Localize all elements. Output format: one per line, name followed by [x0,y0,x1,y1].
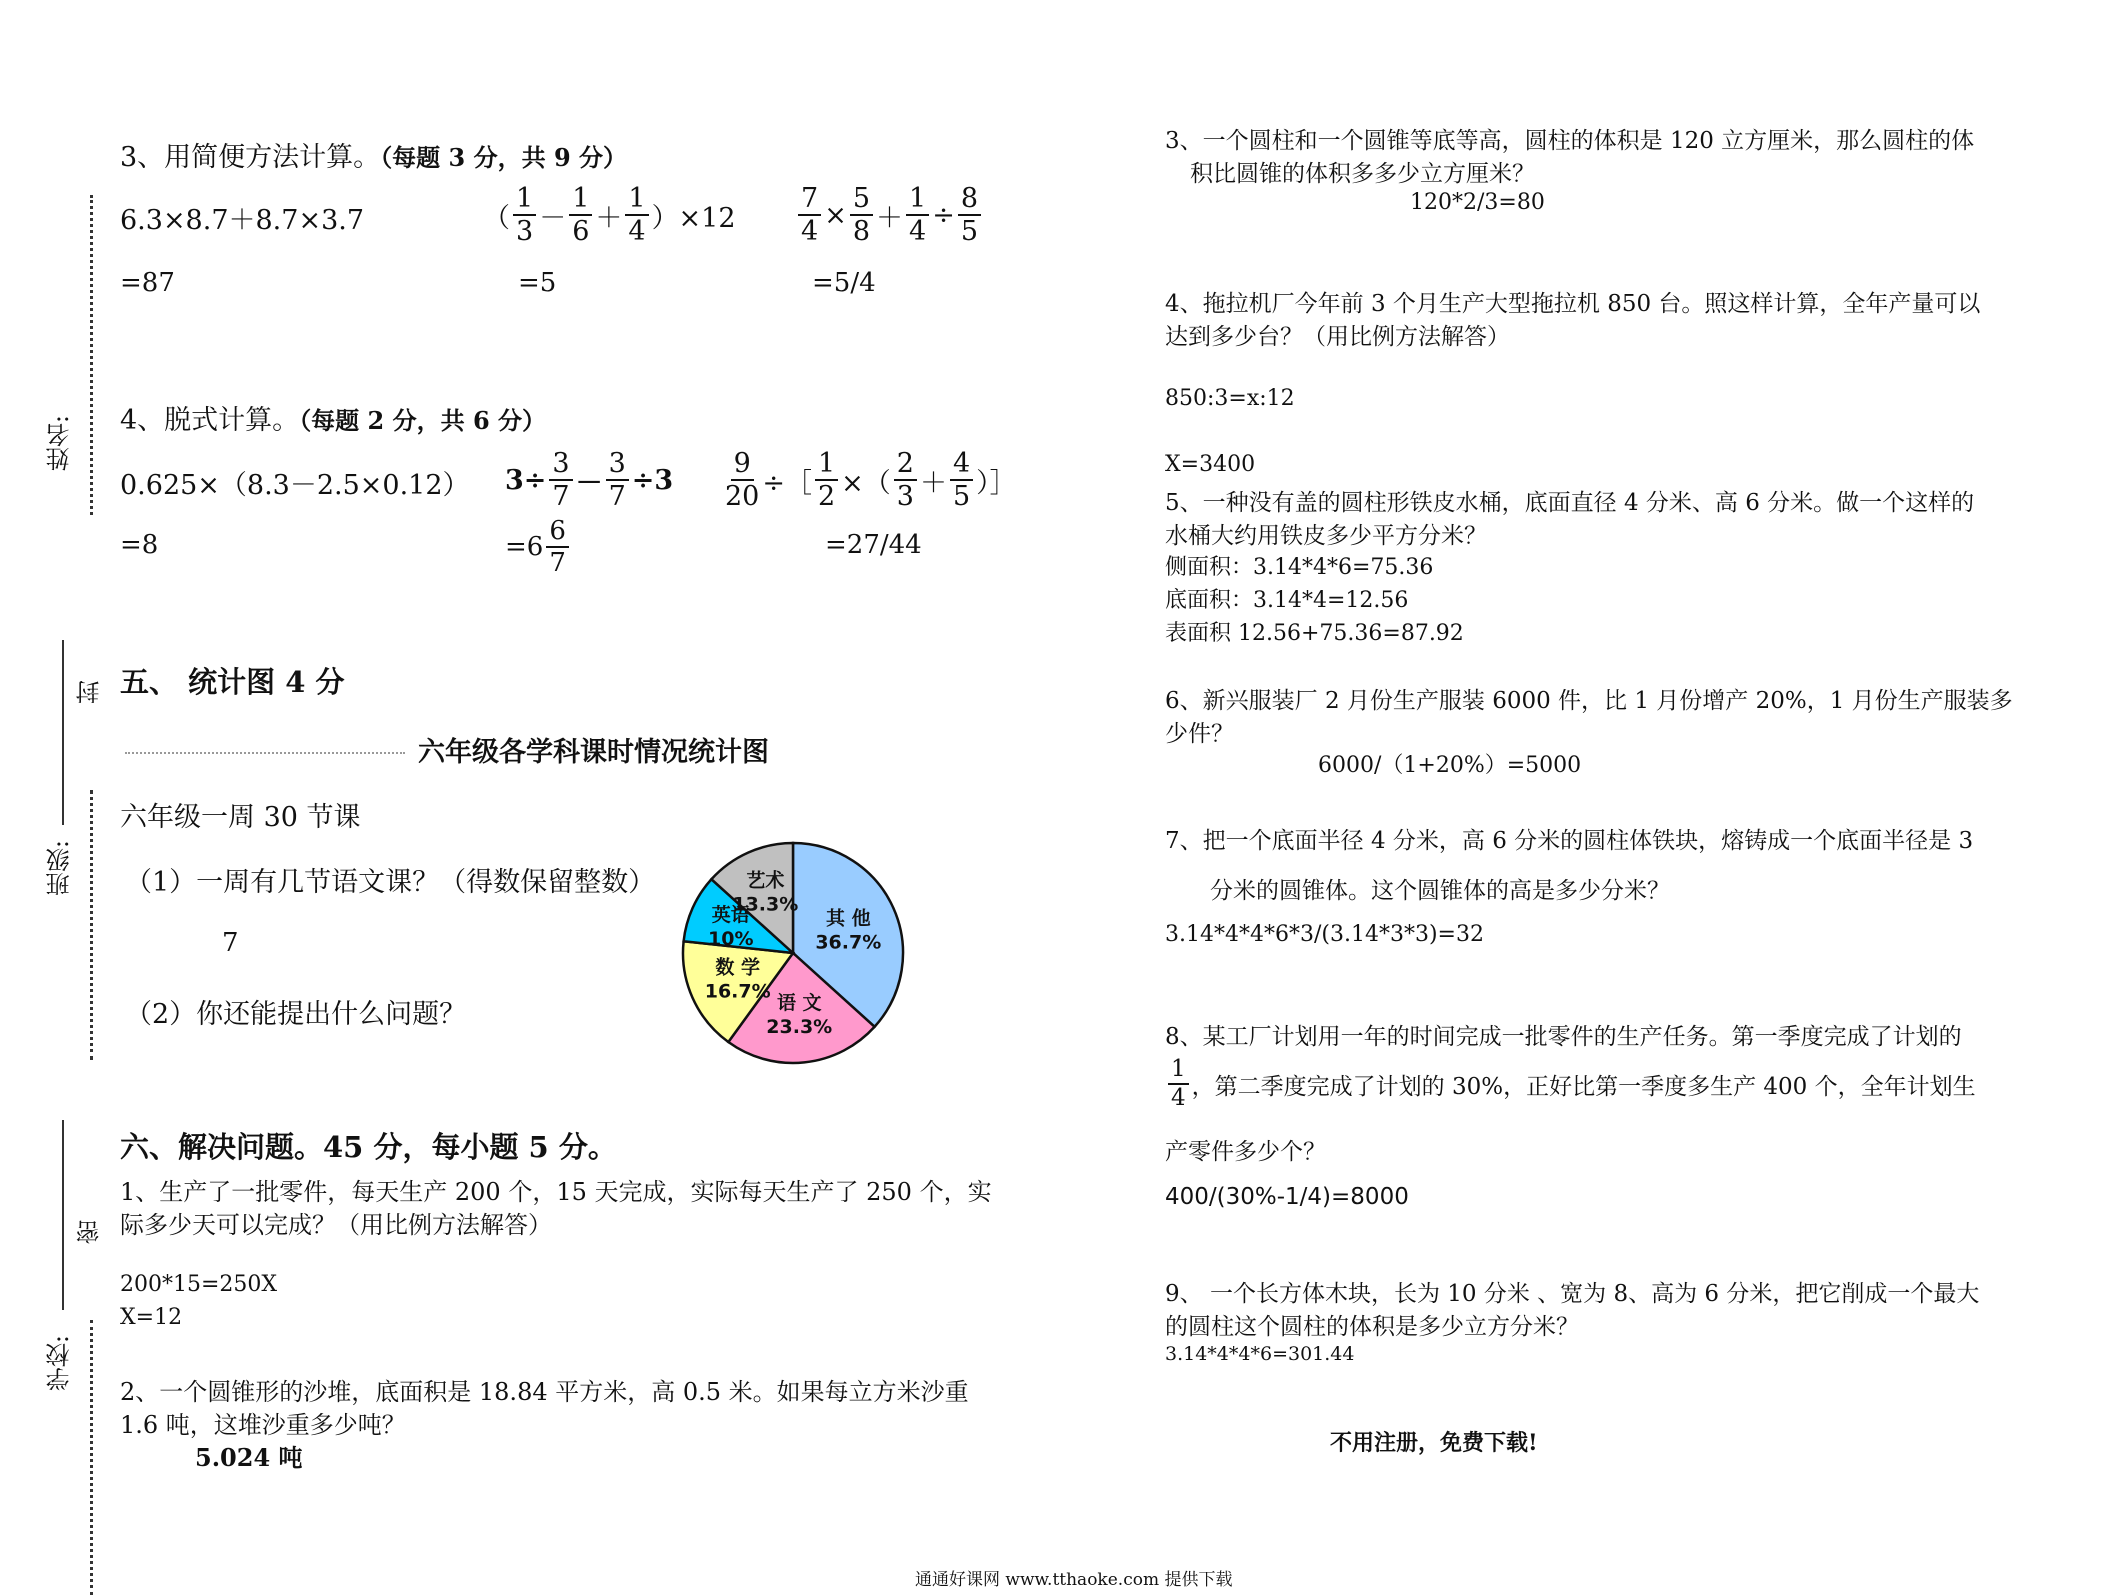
section-5-title: 五、 统计图 4 分 [120,665,345,699]
fraction: $\frac{3}{7}$ [549,450,572,510]
operator: ）］ [976,467,1017,499]
operator: ÷［ [762,467,812,499]
r-problem-6-line-2: 少件？ [1165,721,1234,747]
problem-1-line-2: 际多少天可以完成？（用比例方法解答） [120,1211,552,1239]
step-calc-3 [722,450,1017,510]
step-calc-2 [505,450,673,510]
pie-chart [670,835,920,1075]
problem-2-line-2: 1.6 吨，这堆沙重多少吨？ [120,1411,406,1439]
operator: ＋ [595,202,623,234]
section-3-heading [120,135,627,174]
fraction: $\frac{1}{3}$ [513,185,536,245]
answer-6: =27/44 [825,530,922,560]
chart-question-1: （1）一周有几节语文课？（得数保留整数） [125,867,656,898]
answer-whole: =6 [505,532,544,562]
operator: ）×12 [651,202,736,234]
r-problem-9-line-1: 9、 一个长方体木块，长为 10 分米 、宽为 8、高为 6 分米，把它削成一个最大 [1165,1281,1980,1307]
class-label: 班级: [46,840,74,897]
answer-2: =5 [518,268,557,298]
pie-value-英语: 10% [708,928,754,951]
pie-label-语文: 语 文 [776,992,822,1015]
r-problem-5-answer-2: 底面积：3.14*4=12.56 [1165,588,1409,613]
r-problem-3-line-2: 积比圆锥的体积多多少立方厘米？ [1190,161,1535,187]
dotted-rule [125,752,405,754]
operator: － [539,202,567,234]
answer-5 [505,518,572,576]
operator: ÷ [932,199,955,231]
operator: × [824,199,847,231]
answer-3: =5/4 [812,268,876,298]
secret-label: 密 [76,1220,104,1244]
r-problem-4-line-2: 达到多少台？（用比例方法解答） [1165,324,1510,350]
operator: － [575,467,603,499]
section-3-score: （每题 3 分，共 9 分） [380,143,628,172]
pie-value-其他: 36.7% [815,931,882,954]
calc-problem-1: 6.3×8.7＋8.7×3.7 [120,205,365,236]
school-label: 学校: [46,1335,74,1392]
r-problem-4-answer-2: X=3400 [1165,452,1256,477]
problem-2-line-1: 2、一个圆锥形的沙堆，底面积是 18.84 平方米，高 0.5 米。如果每立方米沙重 [120,1378,969,1406]
answer-4: =8 [120,530,159,560]
chart-question-2: （2）你还能提出什么问题？ [125,999,467,1030]
fraction: $\frac{4}{5}$ [950,450,973,510]
r-problem-4-line-1: 4、拖拉机厂今年前 3 个月生产大型拖拉机 850 台。照这样计算，全年产量可以 [1165,291,1981,317]
operator: ＋ [876,202,903,234]
binding-solid-line [62,1120,64,1310]
r-problem-6-line-1: 6、新兴服装厂 2 月份生产服装 6000 件，比 1 月份增产 20%，1 月份生产服装多 [1165,688,2013,714]
fraction: $\frac{8}{5}$ [958,185,981,245]
r-problem-4-answer-1: 850:3=x:12 [1165,386,1295,411]
calc-problem-3 [795,185,984,245]
pie-label-其他: 其 他 [825,907,871,930]
r-problem-6-answer: 6000/（1+20%）=5000 [1318,753,1582,778]
week-text: 六年级一周 30 节课 [120,802,361,833]
pie-label-艺术: 艺术 [746,869,785,892]
fraction: $\frac{2}{3}$ [894,450,917,510]
binding-solid-line [62,640,64,825]
fraction: $\frac{1}{6}$ [569,185,592,245]
pie-value-艺术: 13.3% [732,893,799,916]
problem-1-answer-1: 200*15=250X [120,1272,278,1297]
operator: ＋ [919,467,947,499]
promo-text: 不用注册，免费下载! [1330,1430,1538,1456]
r-problem-5-answer-1: 侧面积：3.14*4*6=75.36 [1165,555,1434,580]
r-problem-3-line-1: 3、一个圆柱和一个圆锥等底等高，圆柱的体积是 120 立方厘米，那么圆柱的体 [1165,128,1975,154]
paren: （ [483,202,510,234]
pie-label-数学: 数 学 [715,956,761,979]
binding-dotted-line [90,195,93,515]
r-problem-8-line-3: 产零件多少个？ [1165,1139,1326,1165]
section-4-heading [120,398,546,437]
fraction: $\frac{1}{4}$ [625,185,648,245]
fraction: $\frac{3}{7}$ [606,450,629,510]
pie-value-语文: 23.3% [766,1016,833,1039]
problem-1-answer-2: X=12 [120,1305,183,1330]
section-4-title: 4、脱式计算。 [120,405,300,436]
fraction: $\frac{1}{4}$ [1168,1058,1189,1110]
r-problem-8-answer: 400/(30%-1/4)=8000 [1165,1184,1409,1210]
fraction: $\frac{5}{8}$ [850,185,873,245]
r-problem-5-answer-3: 表面积 12.56+75.36=87.92 [1165,621,1464,646]
fraction: $\frac{9}{20}$ [725,448,760,512]
name-label: 姓名: [46,415,74,472]
fraction: $\frac{6}{7}$ [546,518,569,576]
r-problem-9-answer: 3.14*4*4*6=301.44 [1165,1343,1355,1365]
calc-problem-2 [483,185,736,245]
binding-dotted-line [90,1320,93,1595]
r-problem-8-line-1: 8、某工厂计划用一年的时间完成一批零件的生产任务。第一季度完成了计划的 [1165,1024,1962,1050]
r-problem-7-line-2: 分米的圆锥体。这个圆锥体的高是多少分米？ [1210,878,1670,904]
operator: ÷3 [631,464,674,496]
r-problem-3-answer: 120*2/3=80 [1410,190,1545,215]
fraction: $\frac{7}{4}$ [798,185,821,245]
pie-value-数学: 16.7% [704,980,771,1003]
problem-2-answer: 5.024 吨 [195,1443,303,1472]
answer-1: =87 [120,268,175,298]
section-4-score: （每题 2 分，共 6 分） [299,406,547,435]
pie-label-英语: 英语 [711,904,750,927]
fraction: $\frac{1}{2}$ [815,450,838,510]
chart-title: 六年级各学科课时情况统计图 [418,737,769,768]
operator: 3÷ [505,464,547,496]
section-6-title: 六、解决问题。45 分，每小题 5 分。 [120,1130,617,1164]
section-3-title: 3、用简便方法计算。 [120,142,381,173]
binding-dotted-line [90,790,93,1060]
operator: ×（ [841,467,891,499]
problem-1-line-1: 1、生产了一批零件，每天生产 200 个，15 天完成，实际每天生产了 250 个，实 [120,1178,992,1206]
step-calc-1: 0.625×（8.3－2.5×0.12） [120,470,470,501]
r-problem-8-line-2 [1165,1058,1976,1110]
r-problem-5-line-1: 5、一种没有盖的圆柱形铁皮水桶，底面直径 4 分米、高 6 分米。做一个这样的 [1165,490,1975,516]
seal-label: 封 [76,680,104,704]
r-problem-9-line-2: 的圆柱这个圆柱的体积是多少立方分米？ [1165,1314,1579,1340]
r-problem-7-answer: 3.14*4*4*6*3/(3.14*3*3)=32 [1165,922,1484,947]
fraction: $\frac{1}{4}$ [906,185,929,245]
chart-answer-1: 7 [222,928,239,958]
r-problem-7-line-1: 7、把一个底面半径 4 分米，高 6 分米的圆柱体铁块，熔铸成一个底面半径是 3 [1165,828,1974,854]
r-problem-8-line-2-text: ，第二季度完成了计划的 30%，正好比第一季度多生产 400 个，全年计划生 [1191,1073,1976,1100]
r-problem-5-line-2: 水桶大约用铁皮多少平方分米？ [1165,523,1487,549]
footer-text: 通通好课网 www.tthaoke.com 提供下载 [915,1570,1233,1590]
